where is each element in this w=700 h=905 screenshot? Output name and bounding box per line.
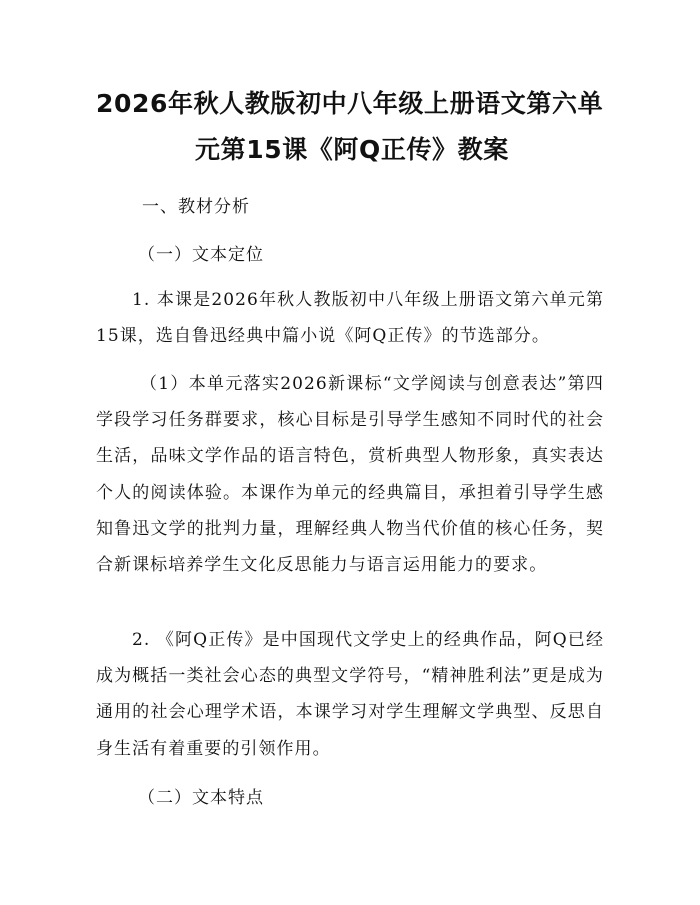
subsection-heading-text-features: （二）文本特点 xyxy=(138,788,264,808)
paragraph-2: （1）本单元落实2026新课标“文学阅读与创意表达”第四学段学习任务群要求，核心目标是引导学生感知不同时代的社会生活，品味文学作品的语言特色，赏析典型人物形象，真实表达个人的阅读体验。本课作为单元的经典篇目，承担着引导学生感知鲁迅文学的批判力量，理解经典人物当代价值的核心任务，契合新课标培养学生文化反思能力与语言运用能力的要求。 xyxy=(96,374,604,576)
document-title-line2: 元第15课《阿Q正传》教案 xyxy=(195,135,509,164)
document-title-line1: 2026年秋人教版初中八年级上册语文第六单 xyxy=(96,89,604,118)
section-heading-textbook-analysis: 一、教材分析 xyxy=(142,197,250,217)
paragraph-3: 2. 《阿Q正传》是中国现代文学史上的经典作品，阿Q已经成为概括一类社会心态的典型文学符号，“精神胜利法”更是成为通用的社会心理学术语，本课学习对学生理解文学典型、反思自身生活有着重要的引领作用。 xyxy=(96,630,604,759)
paragraph-1: 1. 本课是2026年秋人教版初中八年级上册语文第六单元第15课，选自鲁迅经典中篇小说《阿Q正传》的节选部分。 xyxy=(96,290,604,347)
subsection-heading-text-positioning: （一）文本定位 xyxy=(138,245,264,265)
